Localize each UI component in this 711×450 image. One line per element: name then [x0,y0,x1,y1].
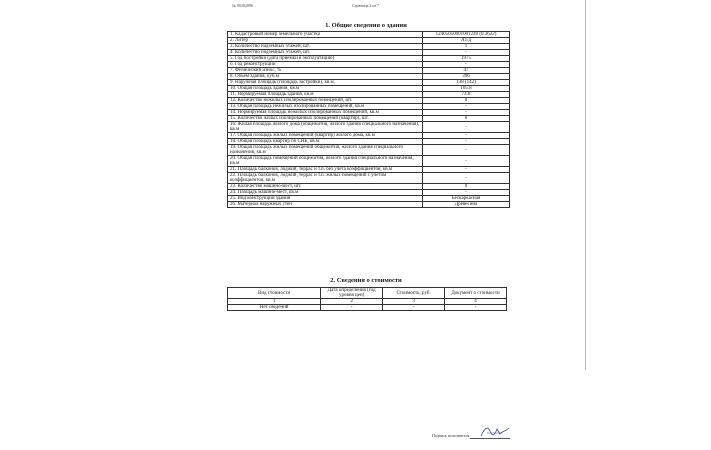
info-row-value: Бескаркасная [423,196,510,202]
info-row-label: 7. Физический износ, % [228,68,423,74]
info-row-label: 24. Площадь машино-мест, кв.м [228,190,423,196]
info-row [228,173,510,184]
info-row-label: 25. Вид конструкции здания [228,196,423,202]
info-row-value: 0 [423,184,510,190]
cost-number-1: 1 [228,299,321,305]
info-row-label: 12. Количество нежилых изолированных помещений, шт. [228,98,423,104]
info-row [228,156,510,167]
info-row-label: 10. Общая площадь здания, кв.м [228,86,423,92]
info-row-value: А1/д [423,38,510,44]
signature-image [478,423,512,439]
info-row-label: 6. Год реконструкции [228,62,423,68]
info-row-value: - [423,139,510,145]
info-row-label: 8. Объем здания, куб.м [228,74,423,80]
info-row-label: 20. Общая площадь помещений общежития, жилого здания специального назначения, кв.м [228,156,423,167]
cost-header-date: Дата определения (год уровня цен) [321,288,383,299]
info-row-value: - [423,110,510,116]
info-row-label: 23. Количество машино-мест, шт. [228,184,423,190]
cost-header-type: Вид стоимости [228,288,321,299]
info-row-value: - [423,173,510,184]
section1-title: 1. Общие сведения о здании [325,22,407,29]
info-row-label: 5. Год постройки (дата приемки в эксплуатацию) [228,56,423,62]
info-row-value: 0 [423,116,510,122]
cost-number-3: 3 [383,299,445,305]
info-row-label: 19. Общая площадь жилых помещений общежития, жилого здания специального назначения, кв.м [228,145,423,156]
info-row-value: - [423,122,510,133]
info-row-value: - [423,190,510,196]
cost-header-document: Документ о стоимости [445,288,507,299]
cost-type-cell: Нет сведений [228,305,321,311]
info-row [228,122,510,133]
info-row-label: 21. Площадь балконов, лоджий, террас и т.п. без учета коэффициентов, кв.м [228,167,423,173]
info-row-value: - [423,133,510,139]
info-row-value: - [423,62,510,68]
cost-header-row [228,288,507,299]
info-row-label: 3. Количество надземных этажей, шт. [228,44,423,50]
cost-date-cell: - [321,305,383,311]
info-row-label: 4. Количество подземных этажей, шт. [228,50,423,56]
info-row-value: - [423,167,510,173]
info-row-value: - [423,104,510,110]
info-row-value: 396 [423,74,510,80]
cost-value-cell: - [383,305,445,311]
info-row-label: 18. Общая площадь квартир по СНБ, кв.м [228,139,423,145]
info-row-value: 138 (142) [423,80,510,86]
info-row-value: - [423,145,510,156]
signature-label: Подпись исполнителя [432,433,470,438]
cost-document-cell: - [445,305,507,311]
section2-title: 2. Сведения о стоимости [330,277,402,284]
info-row-value: Древесина [423,202,510,208]
info-row [228,116,510,122]
cost-data-row [228,305,507,311]
info-row-label: 15. Количество жилых изолированных помещений (квартир), шт. [228,116,423,122]
info-row-label: 26. Материал наружных стен [228,202,423,208]
document-number: № 00302096 [232,3,253,8]
info-row-value: - [423,50,510,56]
cost-header-value: Стоимость, руб. [383,288,445,299]
info-row-value: 74.8 [423,92,510,98]
building-info-table [227,31,510,208]
info-row-label: 13. Общая площадь нежилых изолированных помещений, кв.м [228,104,423,110]
info-row-label: 17. Общая площадь жилых помещений (квартир) жилого дома, кв.м [228,133,423,139]
info-row-value: 12405050001001240 (0.3622) [423,32,510,38]
info-row-label: 2. Литер [228,38,423,44]
info-row-value: 1975 [423,56,510,62]
info-row-value: 47 [423,68,510,74]
info-row-label: 16. Жилая площадь жилого дома (общежития, жилого здания специального назначения), кв.м [228,122,423,133]
cost-number-4: 4 [445,299,507,305]
cost-number-2: 2 [321,299,383,305]
info-row-value: 1 [423,44,510,50]
scan-fold-line [585,0,586,370]
info-row-value: - [423,156,510,167]
info-row [228,202,510,208]
info-row-label: 22. Площадь балконов, лоджий, террас и т.п. жилых помещений с учетом коэффициентов, кв.м [228,173,423,184]
cost-info-table [227,287,507,311]
info-row-label: 9. Наружная площадь (площадь застройки), кв.м. [228,80,423,86]
info-row-label: 14. Нормируемая площадь нежилых изолированных помещений, кв.м [228,110,423,116]
info-row-label: 1. Кадастровый номер земельного участка [228,32,423,38]
info-row [228,145,510,156]
info-row-value: 105.8 [423,86,510,92]
info-row-label: 11. Нормируемая площадь здания, кв.м [228,92,423,98]
info-row-value: 0 [423,98,510,104]
page-counter: Страница 2 из 7 [352,3,380,8]
